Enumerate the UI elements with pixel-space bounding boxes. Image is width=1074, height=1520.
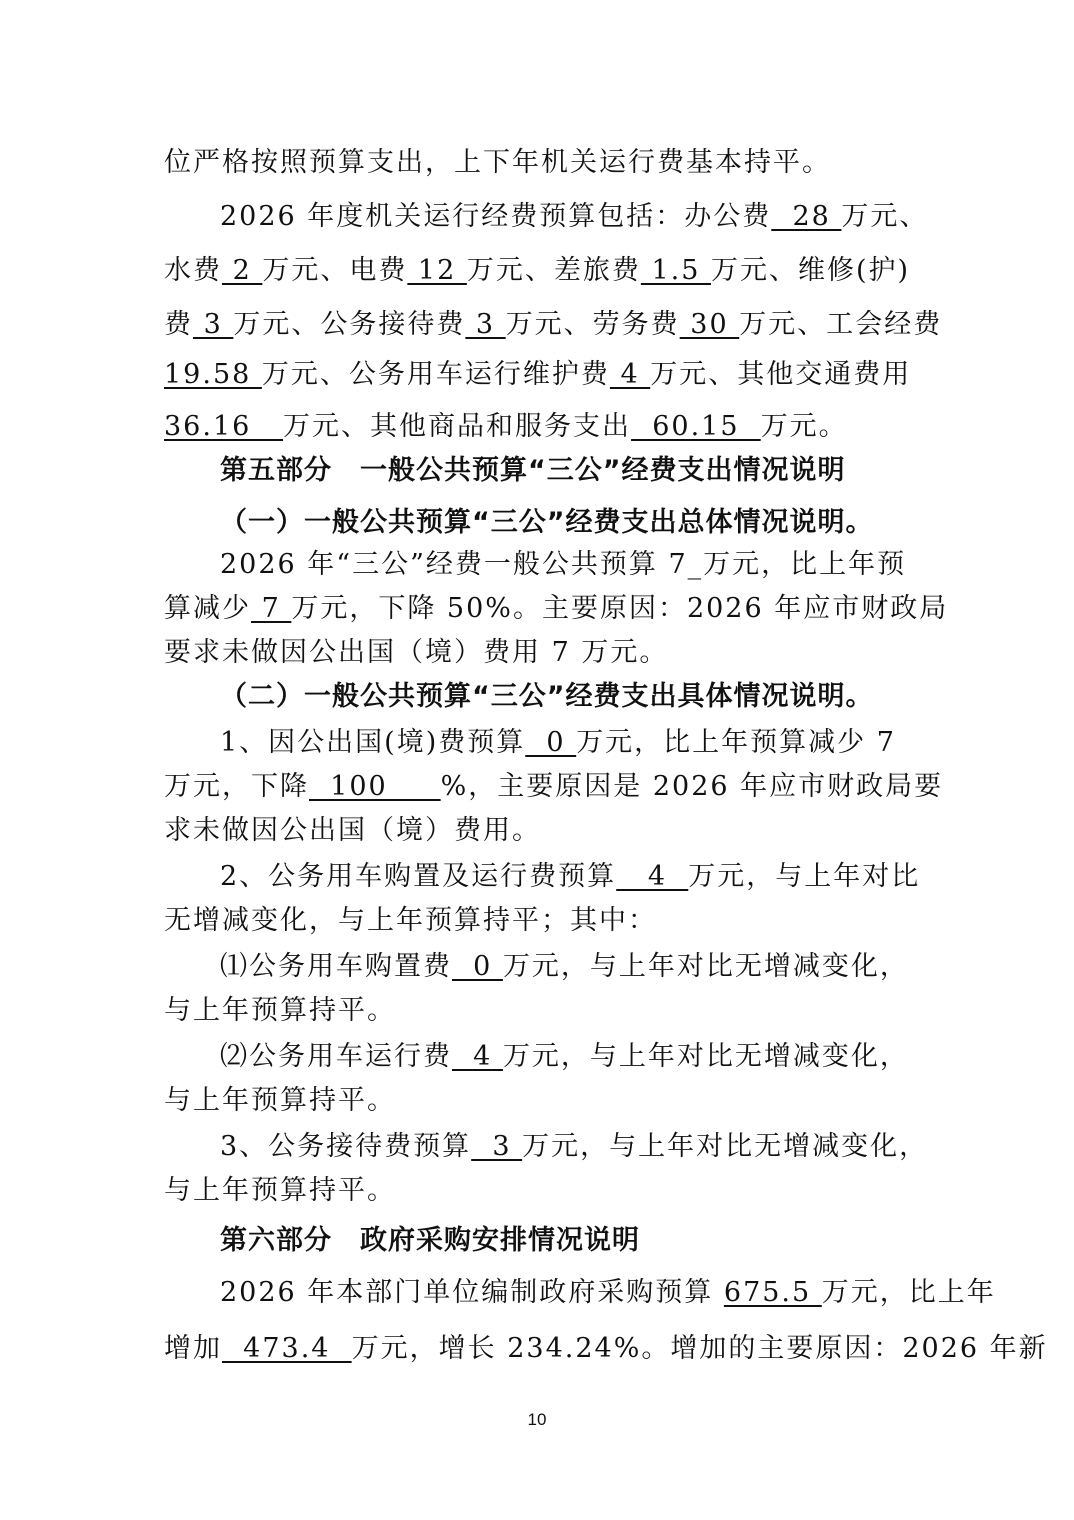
underlined-value: 3 [465, 309, 506, 340]
paragraph-line [164, 358, 911, 392]
text-run: 求未做因公出国（境）费用。 [164, 815, 541, 846]
text-run: 2、公务用车购置及运行费预算 [220, 861, 617, 892]
paragraph-line [220, 1130, 928, 1164]
underlined-value: 0 [525, 727, 577, 758]
underlined-value: 3 [471, 1131, 523, 1162]
text-run: 2026 年度机关运行经费预算包括：办公费 [220, 201, 772, 232]
text-run: 无增减变化，与上年预算持平；其中： [164, 905, 657, 936]
text-run: 1、因公出国(境)费预算 [220, 727, 526, 758]
underlined-value: 100 [309, 771, 441, 802]
paragraph-line [164, 308, 942, 342]
underlined-value: 36.16 [164, 411, 284, 442]
text-run: （一）一般公共预算“三公”经费支出总体情况说明。 [220, 507, 874, 538]
text-run: 算减少 [164, 593, 251, 624]
text-run: （二）一般公共预算“三公”经费支出具体情况说明。 [220, 681, 874, 712]
underlined-value: 675.5 [723, 1277, 822, 1308]
section-heading [220, 506, 874, 540]
paragraph-line [164, 254, 910, 288]
underlined-value: 60.15 [631, 411, 761, 442]
text-run: 万元、维修(护) [710, 255, 911, 286]
text-run: 与上年预算持平。 [164, 1085, 396, 1116]
text-run: 水费 [164, 255, 222, 286]
text-run: 万元，与上年对比无增减变化， [502, 951, 909, 982]
paragraph-line [164, 1174, 396, 1208]
section-heading [220, 680, 874, 714]
paragraph-line [164, 410, 848, 444]
text-run: 3、公务接待费预算 [220, 1131, 472, 1162]
underlined-value: 2 [222, 255, 263, 286]
underlined-value: 4 [452, 1041, 503, 1072]
section-heading [220, 1224, 640, 1258]
text-run: 2026 年本部门单位编制政府采购预算 [220, 1277, 724, 1308]
text-run: 万元、差旅费 [466, 255, 641, 286]
text-run: 要求未做因公出国（境）费用 7 万元。 [164, 637, 669, 668]
paragraph-line [164, 146, 831, 180]
text-run: 万元，比上年预算减少 7 [576, 727, 896, 758]
underlined-value: 4 [609, 359, 651, 390]
text-run: 位严格按照预算支出，上下年机关运行费基本持平。 [164, 147, 831, 178]
text-run: 万元，与上年对比无增减变化， [502, 1041, 909, 1072]
underlined-value: 1.5 [640, 255, 711, 286]
text-run: 万元、其他商品和服务支出 [283, 411, 632, 442]
underlined-value: 12 [407, 255, 467, 286]
text-run: 万元，下降 [164, 771, 309, 802]
underlined-value: 3 [193, 309, 234, 340]
paragraph-line [164, 1332, 1048, 1366]
text-run: 与上年预算持平。 [164, 995, 396, 1026]
text-run: 万元、劳务费 [505, 309, 680, 340]
text-run: 万元，增长 234.24%。增加的主要原因：2026 年新 [351, 1333, 1048, 1364]
paragraph-line [164, 994, 396, 1028]
text-run: 2026 年“三公”经费一般公共预算 7_万元，比上年预 [220, 549, 907, 580]
underlined-value: 30 [679, 309, 740, 340]
paragraph-line [164, 814, 541, 848]
paragraph-line [220, 950, 909, 984]
text-run: 万元，下降 50%。主要原因：2026 年应市财政局 [291, 593, 949, 624]
text-run: 与上年预算持平。 [164, 1175, 396, 1206]
text-run: %，主要原因是 2026 年应市财政局要 [440, 771, 944, 802]
paragraph-line [164, 1084, 396, 1118]
section-heading [220, 454, 846, 488]
underlined-value: 473.4 [222, 1333, 352, 1364]
text-run: 万元。 [760, 411, 848, 442]
page-number: 10 [527, 1410, 547, 1429]
text-run: 第六部分 政府采购安排情况说明 [220, 1225, 640, 1256]
paragraph-line [220, 1040, 909, 1074]
paragraph-line [220, 1276, 996, 1310]
underlined-value: 7 [251, 593, 292, 624]
text-run: 增加 [164, 1333, 222, 1364]
text-run: ⑴公务用车购置费 [220, 951, 452, 982]
underlined-value: 19.58 [164, 359, 262, 390]
text-run: 万元、电费 [262, 255, 408, 286]
paragraph-line [164, 636, 668, 670]
text-run: 第五部分 一般公共预算“三公”经费支出情况说明 [220, 455, 846, 486]
text-run: 万元、公务接待费 [233, 309, 466, 340]
paragraph-line [220, 726, 896, 760]
text-run: 费 [164, 309, 193, 340]
paragraph-line [164, 592, 948, 626]
text-run: 万元、其他交通费用 [650, 359, 912, 390]
text-run: 万元、 [841, 201, 929, 232]
text-run: ⑵公务用车运行费 [220, 1041, 452, 1072]
text-run: 万元，与上年对比 [688, 861, 921, 892]
underlined-value: 0 [452, 951, 503, 982]
paragraph-line [220, 200, 928, 234]
paragraph-line [220, 548, 906, 582]
text-run: 万元、公务用车运行维护费 [261, 359, 610, 390]
paragraph-line [164, 904, 657, 938]
text-run: 万元，比上年 [821, 1277, 996, 1308]
paragraph-line [220, 860, 920, 894]
text-run: 万元、工会经费 [739, 309, 943, 340]
underlined-value: 4 [616, 861, 689, 892]
text-run: 万元，与上年对比无增减变化， [522, 1131, 929, 1162]
underlined-value: 28 [771, 201, 842, 232]
paragraph-line [164, 770, 943, 804]
